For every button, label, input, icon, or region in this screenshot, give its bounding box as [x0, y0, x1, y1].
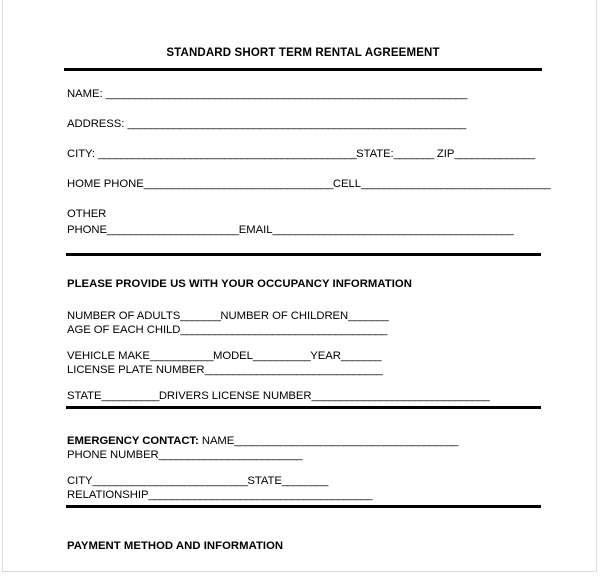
field-row-emergency-phone [67, 449, 542, 462]
emergency-name-label: NAME [198, 435, 235, 447]
cell-input-line[interactable]: _________________________________ [360, 178, 551, 190]
state-input-line[interactable]: _______ [393, 148, 434, 160]
field-row-vehicle [67, 350, 542, 363]
vehicle-year-label: YEAR [310, 350, 341, 362]
home-phone-input-line[interactable]: _________________________________ [143, 178, 333, 190]
other-label: OTHER [67, 208, 107, 220]
spacer [64, 409, 542, 435]
cell-label: CELL [332, 178, 361, 190]
document-content [64, 0, 551, 552]
email-label: EMAIL [238, 224, 273, 236]
document-title: STANDARD SHORT TERM RENTAL AGREEMENT [166, 47, 440, 59]
field-row-other-phone-email [67, 224, 542, 237]
field-row-license-plate [67, 364, 542, 377]
number-of-children-input-line[interactable]: _______ [348, 310, 389, 322]
number-of-adults-label: NUMBER OF ADULTS [67, 310, 181, 322]
vehicle-make-input-line[interactable]: ___________ [149, 350, 213, 362]
emergency-phone-number-label: PHONE NUMBER [67, 449, 159, 461]
spacer [64, 71, 542, 88]
field-row-other-label [67, 208, 542, 221]
number-of-adults-input-line[interactable]: _______ [180, 310, 221, 322]
state-label: STATE: [356, 148, 394, 160]
emergency-state-input-line[interactable]: ________ [281, 475, 328, 487]
relationship-label: RELATIONSHIP [67, 489, 149, 501]
occupancy-section-heading: PLEASE PROVIDE US WITH YOUR OCCUPANCY INFORMATION [67, 278, 412, 290]
drivers-state-label: STATE [67, 390, 102, 402]
address-label: ADDRESS: [67, 118, 128, 130]
field-row-home-phone-cell [67, 178, 551, 191]
other-phone-input-line[interactable]: _______________________ [106, 224, 239, 236]
emergency-contact-heading: EMERGENCY CONTACT: [67, 435, 199, 447]
number-of-children-label: NUMBER OF CHILDREN [220, 310, 349, 322]
vehicle-year-input-line[interactable]: _______ [340, 350, 381, 362]
spacer [64, 508, 542, 540]
field-row-age-of-each-child [67, 324, 542, 337]
age-of-each-child-label: AGE OF EACH CHILD [67, 324, 181, 336]
license-plate-number-label: LICENSE PLATE NUMBER [67, 364, 205, 376]
field-row-relationship [67, 489, 542, 502]
home-phone-label: HOME PHONE [67, 178, 144, 190]
field-row-address [67, 118, 542, 131]
license-plate-number-input-line[interactable]: _______________________________ [204, 364, 383, 376]
city-input-line[interactable]: _____________________________________________ [98, 148, 357, 160]
name-input-line[interactable]: _______________________________________________________________ [105, 88, 467, 100]
spacer [64, 290, 542, 310]
emergency-city-input-line[interactable]: ___________________________ [92, 475, 248, 487]
spacer [64, 462, 542, 475]
field-row-adults-children [67, 310, 542, 323]
spacer [64, 377, 542, 390]
field-row-state-drivers-license [67, 390, 542, 403]
spacer [64, 101, 542, 118]
zip-label: ZIP [433, 148, 455, 160]
name-label: NAME: [67, 88, 106, 100]
emergency-phone-number-input-line[interactable]: _________________________ [158, 449, 302, 461]
vehicle-model-input-line[interactable]: __________ [252, 350, 311, 362]
city-label: CITY: [67, 148, 99, 160]
email-input-line[interactable]: __________________________________________ [272, 224, 514, 236]
payment-section-heading: PAYMENT METHOD AND INFORMATION [67, 540, 284, 552]
spacer [64, 237, 542, 253]
address-input-line[interactable]: ___________________________________________________________ [127, 118, 466, 130]
emergency-city-label: CITY [67, 475, 93, 487]
vehicle-model-label: MODEL [212, 350, 253, 362]
zip-input-line[interactable]: ______________ [454, 148, 535, 160]
relationship-input-line[interactable]: _______________________________________ [148, 489, 373, 501]
spacer [64, 256, 542, 278]
drivers-license-number-input-line[interactable]: _______________________________ [311, 390, 490, 402]
spacer [64, 131, 542, 148]
spacer [64, 337, 542, 350]
drivers-license-number-label: DRIVERS LICENSE NUMBER [158, 390, 312, 402]
document-page [2, 0, 597, 572]
drivers-state-input-line[interactable]: __________ [101, 390, 159, 402]
field-row-emergency-contact-name [67, 435, 542, 448]
other-phone-label: PHONE [67, 224, 107, 236]
emergency-state-label: STATE [247, 475, 282, 487]
spacer [64, 161, 542, 178]
field-row-city-state-zip [67, 148, 542, 161]
age-of-each-child-input-line[interactable]: ____________________________________ [180, 324, 387, 336]
field-row-emergency-city-state [67, 475, 542, 488]
field-row-name [67, 88, 542, 101]
vehicle-make-label: VEHICLE MAKE [67, 350, 150, 362]
emergency-name-input-line[interactable]: _______________________________________ [234, 435, 458, 447]
spacer [64, 191, 542, 208]
